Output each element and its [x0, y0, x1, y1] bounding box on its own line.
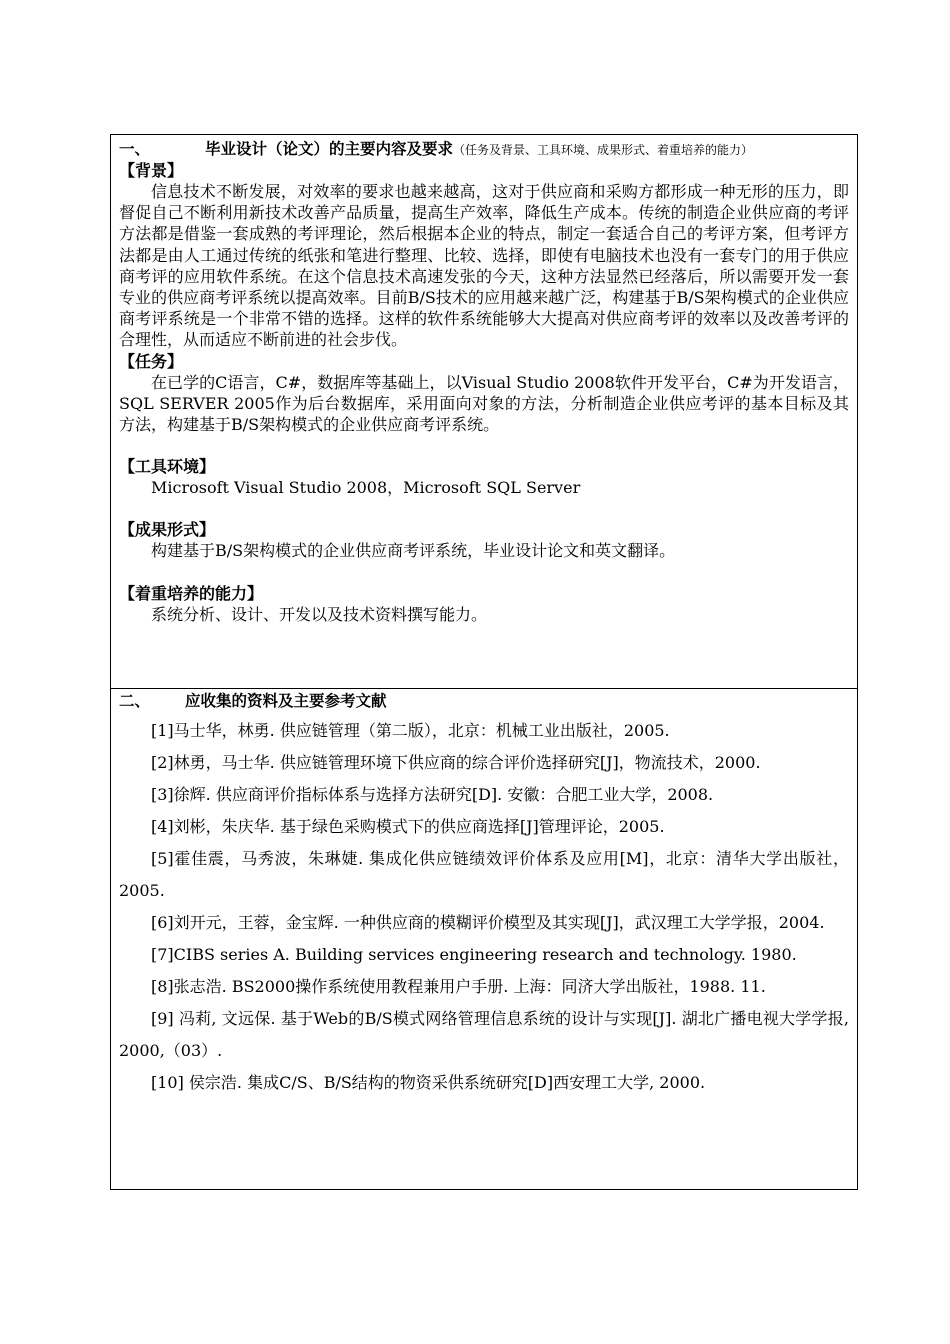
document-table — [110, 134, 858, 1190]
ability-label: 【着重培养的能力】 — [119, 583, 264, 603]
reference-list — [119, 715, 849, 1099]
reference-item: [7]CIBS series A. Building services engineering research and technology. 1980. — [151, 945, 797, 964]
reference-item: [3]徐辉. 供应商评价指标体系与选择方法研究[D]. 安徽：合肥工业大学，2008. — [151, 785, 714, 804]
section1-title: 毕业设计（论文）的主要内容及要求 — [205, 139, 454, 158]
reference-item: [8]张志浩. BS2000操作系统使用教程兼用户手册. 上海：同济大学出版社，1988. 11. — [151, 977, 766, 996]
tools-paragraph: Microsoft Visual Studio 2008，Microsoft SQL Server — [151, 478, 581, 498]
reference-item: [5]霍佳震，马秀波，朱琳婕. 集成化供应链绩效评价体系及应用[M]，北京：清华大学出版社，2005. — [119, 849, 849, 900]
section2-title: 应收集的资料及主要参考文献 — [185, 691, 387, 710]
ability-paragraph: 系统分析、设计、开发以及技术资料撰写能力。 — [151, 604, 488, 624]
section-references — [111, 689, 857, 1189]
output-label: 【成果形式】 — [119, 520, 216, 540]
reference-item: [10] 侯宗浩. 集成C/S、B/S结构的物资采供系统研究[D]西安理工大学, 2000. — [151, 1073, 706, 1092]
reference-item: [2]林勇，马士华. 供应链管理环境下供应商的综合评价选择研究[J]，物流技术，2000. — [151, 753, 761, 772]
section1-number: 一、 — [119, 139, 151, 158]
section2-number: 二、 — [119, 691, 151, 710]
reference-item: [1]马士华，林勇. 供应链管理（第二版），北京：机械工业出版社，2005. — [151, 721, 670, 740]
reference-item: [6]刘开元，王蓉，金宝辉. 一种供应商的模糊评价模型及其实现[J]，武汉理工大学学报，2004. — [151, 913, 825, 932]
reference-item: [9] 冯莉, 文远保. 基于Web的B/S模式网络管理信息系统的设计与实现[J]. 湖北广播电视大学学报, 2000,（03）. — [119, 1009, 849, 1060]
task-label: 【任务】 — [119, 351, 184, 371]
section-main-content — [111, 135, 857, 689]
background-label: 【背景】 — [119, 161, 184, 180]
section1-note: （任务及背景、工具环境、成果形式、着重培养的能力） — [453, 143, 754, 157]
section1-heading — [119, 139, 849, 160]
background-paragraph: 信息技术不断发展，对效率的要求也越来越高，这对于供应商和采购方都形成一种无形的压力，即督促自己不断利用新技术改善产品质量，提高生产效率，降低生产成本。传统的制造企业供应商的考评方法都是借鉴一套成熟的考评理论，然后根据本企业的特点，制定一套适合自己的考评方案，但考评方法都是由人工通过传统的纸张和笔进行整理、比较、选择，即使有电脑技术也没有一套专门的用于供应商考评的应用软件系统。在这个信息技术高速发张的今天，这种方法显然已经落后，所以需要开发一套专业的供应商考评系统以提高效率。目前B/S技术的应用越来越广泛，构建基于B/S架构模式的企业供应商考评系统是一个非常不错的选择。这样的软件系统能够大大提高对供应商考评的效率以及改善考评的合理性，从而适应不断前进的社会步伐。 — [119, 182, 849, 350]
output-paragraph: 构建基于B/S架构模式的企业供应商考评系统，毕业设计论文和英文翻译。 — [151, 541, 676, 561]
tools-label: 【工具环境】 — [119, 457, 216, 477]
reference-item: [4]刘彬，朱庆华. 基于绿色采购模式下的供应商选择[J]管理评论，2005. — [151, 817, 665, 836]
task-paragraph: 在已学的C语言，C#，数据库等基础上，以Visual Studio 2008软件开发平台，C#为开发语言，SQL SERVER 2005作为后台数据库，采用面向对象的方法，分析制造企业供应考评的基本目标及其方法，构建基于B/S架构模式的企业供应商考评系统。 — [119, 372, 849, 435]
section2-heading — [119, 691, 849, 711]
